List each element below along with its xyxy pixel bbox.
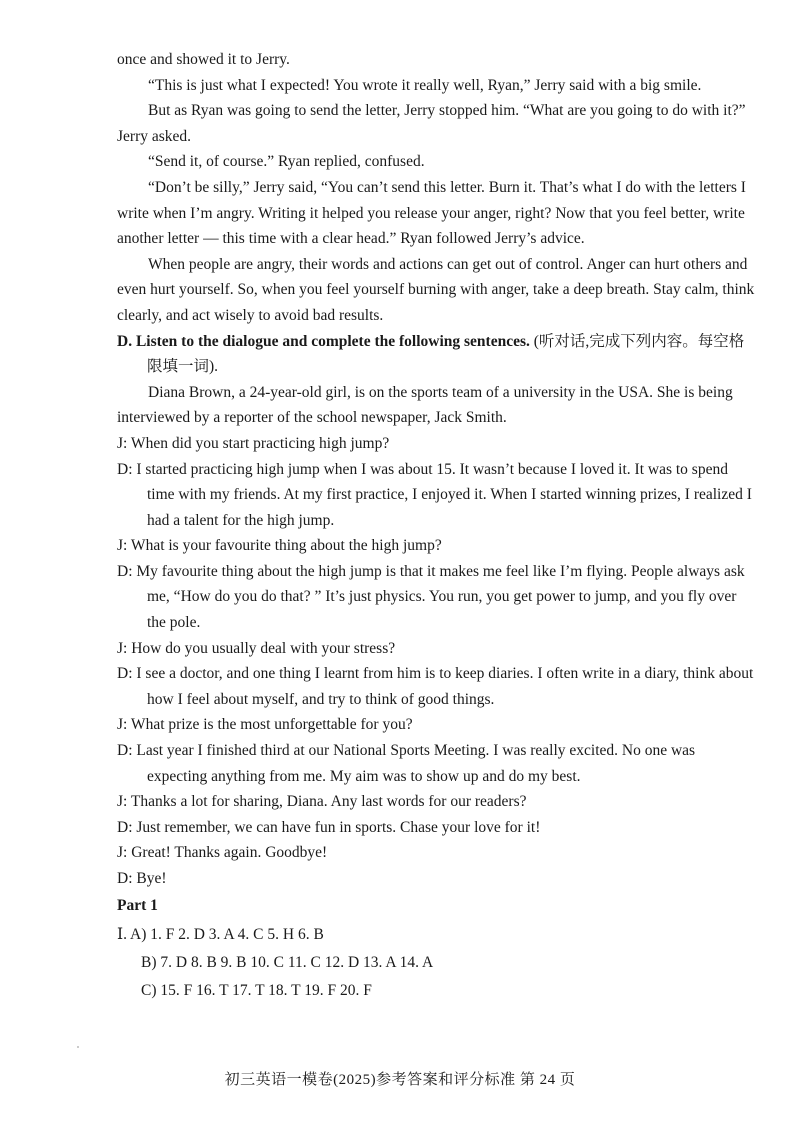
answer-row: C) 15. F 16. T 17. T 18. T 19. F 20. F	[141, 982, 372, 1000]
story-paragraph: “Send it, of course.” Ryan replied, confused.	[148, 153, 425, 171]
section-d-heading	[117, 329, 757, 380]
story-paragraph: once and showed it to Jerry.	[117, 51, 290, 68]
dialogue-line: D: Last year I finished third at our National Sports Meeting. I was really excited. No one was expecting anything from me. My aim was to show up and do my best.	[117, 742, 696, 785]
dialogue-line: J: Thanks a lot for sharing, Diana. Any last words for our readers?	[117, 793, 527, 811]
story-paragraph: But as Ryan was going to send the letter, Jerry stopped him. “What are you going to do with it?” Jerry asked.	[117, 102, 746, 145]
dialogue-line: J: Great! Thanks again. Goodbye!	[117, 844, 328, 862]
dialogue-line: J: When did you start practicing high jump?	[117, 434, 390, 452]
dialogue-line: D: My favourite thing about the high jump is that it makes me feel like I’m flying. People always ask me, “How do you do that? ” It’s just physics. You run, you get power to jump, and you fly over the pole.	[117, 562, 745, 632]
story-paragraph: “This is just what I expected! You wrote it really well, Ryan,” Jerry said with a big smile.	[148, 76, 702, 94]
section-d-heading-cn: (听对话,完成下列内容。每空格限填一词).	[147, 332, 745, 376]
dialogue-line: J: How do you usually deal with your stress?	[117, 639, 396, 657]
page-footer: 初三英语一模卷(2025)参考答案和评分标准 第 24 页	[224, 1072, 576, 1088]
page-content	[117, 47, 757, 1005]
dialogue-line: D: Bye!	[117, 870, 167, 887]
scan-speck	[77, 1046, 79, 1048]
dialogue-line: D: I started practicing high jump when I was about 15. It wasn’t because I loved it. It was to spend time with my friends. At my first practice, I enjoyed it. When I started winning prizes, I realized I had a talent for the high jump.	[117, 460, 752, 529]
section-d-intro: Diana Brown, a 24-year-old girl, is on the sports team of a university in the USA. She is being interviewed by a reporter of the school newspaper, Jack Smith.	[117, 383, 733, 427]
section-d-heading-en: D. Listen to the dialogue and complete the following sentences.	[117, 332, 530, 350]
dialogue-line: D: Just remember, we can have fun in sports. Chase your love for it!	[117, 818, 541, 836]
dialogue-line: D: I see a doctor, and one thing I learnt from him is to keep diaries. I often write in a diary, think about how I feel about myself, and try to think of good things.	[117, 665, 754, 708]
part-title: Part 1	[117, 896, 158, 914]
dialogue-line: J: What is your favourite thing about the high jump?	[117, 537, 442, 555]
dialogue-line: J: What prize is the most unforgettable for you?	[117, 716, 413, 734]
answer-row: Ⅰ. A) 1. F 2. D 3. A 4. C 5. H 6. B	[117, 926, 324, 944]
story-paragraph: When people are angry, their words and actions can get out of control. Anger can hurt others and even hurt yourself. So, when you feel yourself burning with anger, take a deep breath. Stay calm, think clearly, and act wisely to avoid bad results.	[117, 255, 755, 324]
story-paragraph: “Don’t be silly,” Jerry said, “You can’t send this letter. Burn it. That’s what I do with the letters I write when I’m angry. Writing it helped you release your anger, right? Now that you feel better, write another letter — this time with a clear head.” Ryan followed Jerry’s advice.	[117, 178, 746, 248]
answer-row: B) 7. D 8. B 9. B 10. C 11. C 12. D 13. A 14. A	[141, 954, 434, 972]
